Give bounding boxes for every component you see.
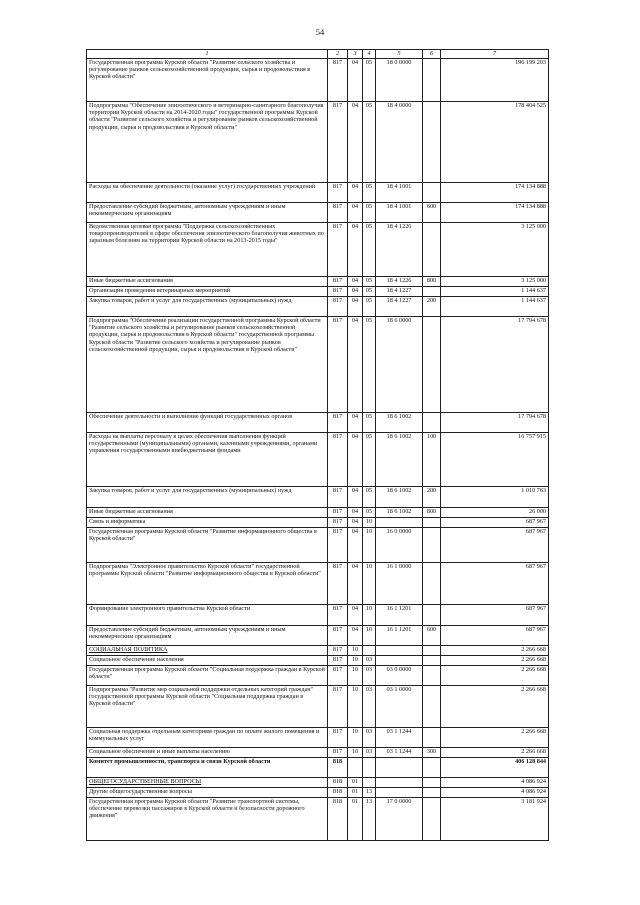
table-row	[87, 646, 549, 656]
row-expense-type-cell	[423, 413, 441, 433]
row-name-cell: Расходы на обеспечение деятельности (оказание услуг) государственных учреждений	[87, 183, 328, 203]
table-row	[87, 728, 549, 748]
row-subsection-code-cell: 05	[363, 223, 376, 277]
row-admin-code-cell: 818	[328, 758, 348, 778]
row-amount-cell: 687 967	[441, 626, 549, 646]
row-section-code-cell	[348, 758, 363, 778]
header-col-6: 6	[423, 50, 441, 59]
row-admin-code-cell: 817	[328, 748, 348, 758]
row-target-article-cell: 18 6 1002	[376, 413, 423, 433]
table-row	[87, 788, 549, 798]
row-name-cell: Государственная программа Курской области "Социальная поддержка граждан в Курской области"	[87, 666, 328, 686]
row-subsection-code-cell	[363, 646, 376, 656]
row-section-code-cell: 04	[348, 518, 363, 528]
row-target-article-cell: 18 4 1001	[376, 183, 423, 203]
row-section-code-cell: 04	[348, 433, 363, 487]
row-amount-cell: 687 967	[441, 563, 549, 605]
row-subsection-code-cell	[363, 778, 376, 788]
row-amount-cell: 1 144 637	[441, 287, 549, 297]
row-name-cell: Предоставление субсидий бюджетным, автономным учреждениям и иным некоммерческим организациям	[87, 203, 328, 223]
table-row	[87, 508, 549, 518]
row-subsection-code-cell: 05	[363, 413, 376, 433]
row-name-cell: Подпрограмма "Развитие мер социальной поддержки отдельных категорий граждан" государственной программы Курской области "Социальная поддержка граждан в Курской области"	[87, 686, 328, 728]
row-target-article-cell: 03 1 1244	[376, 748, 423, 758]
row-name-cell: Другие общегосударственные вопросы	[87, 788, 328, 798]
row-amount-cell: 174 134 888	[441, 183, 549, 203]
table-row	[87, 433, 549, 487]
row-expense-type-cell	[423, 758, 441, 778]
row-expense-type-cell	[423, 778, 441, 788]
row-amount-cell: 3 181 924	[441, 798, 549, 841]
row-expense-type-cell	[423, 317, 441, 413]
row-admin-code-cell: 818	[328, 788, 348, 798]
row-admin-code-cell: 817	[328, 223, 348, 277]
row-name-cell: Расходы на выплаты персоналу в целях обеспечения выполнения функций государственными (муниципальными) органами, казенными учреждениями, органами управления государственными внебюджетными фондами	[87, 433, 328, 487]
table-row	[87, 287, 549, 297]
row-target-article-cell: 18 0 0000	[376, 59, 423, 102]
row-name-cell: СОЦИАЛЬНАЯ ПОЛИТИКА	[87, 646, 328, 656]
row-section-code-cell: 04	[348, 203, 363, 223]
row-amount-cell: 196 199 203	[441, 59, 549, 102]
row-name-cell: Государственная программа Курской области "Развитие информационного общества в Курской области"	[87, 528, 328, 563]
row-name-cell: Подпрограмма "Обеспечение эпизоотического и ветеринарно-санитарного благополучия территории Курской области на 2014-2020 годы" государственной программы Курской области "Развитие сельского хозяйства и регулирование рынков сельскохозяйственной продукции, сырья и продовольствия в Курской области"	[87, 102, 328, 183]
header-col-1: 1	[87, 50, 328, 59]
row-amount-cell: 2 266 668	[441, 686, 549, 728]
row-admin-code-cell: 817	[328, 605, 348, 626]
row-target-article-cell: 16 0 0000	[376, 528, 423, 563]
row-name-cell: Подпрограмма "Обеспечение реализации государственной программы Курской области "Развитие сельского хозяйства и регулирование рынков сельскохозяйственной продукции, сырья и продовольствия в Курской области" государственной программы Курской области "Развитие сельского хозяйства и регулирование рынков сельскохозяйственной продукции, сырья и продовольствия в Курской области"	[87, 317, 328, 413]
row-section-code-cell: 04	[348, 626, 363, 646]
row-name-cell: ОБЩЕГОСУДАРСТВЕННЫЕ ВОПРОСЫ	[87, 778, 328, 788]
row-target-article-cell	[376, 518, 423, 528]
row-section-code-cell: 04	[348, 102, 363, 183]
row-subsection-code-cell: 03	[363, 728, 376, 748]
row-amount-cell: 687 967	[441, 528, 549, 563]
row-expense-type-cell	[423, 728, 441, 748]
row-subsection-code-cell: 13	[363, 798, 376, 841]
row-target-article-cell: 18 6 1002	[376, 487, 423, 508]
row-section-code-cell: 01	[348, 778, 363, 788]
table-row	[87, 798, 549, 841]
row-target-article-cell	[376, 646, 423, 656]
row-target-article-cell: 16 1 1201	[376, 605, 423, 626]
row-amount-cell: 16 757 915	[441, 433, 549, 487]
row-expense-type-cell	[423, 563, 441, 605]
row-section-code-cell: 10	[348, 646, 363, 656]
row-target-article-cell: 18 4 1226	[376, 223, 423, 277]
row-expense-type-cell	[423, 518, 441, 528]
header-col-5: 5	[376, 50, 423, 59]
row-section-code-cell: 04	[348, 223, 363, 277]
row-target-article-cell: 18 6 1002	[376, 433, 423, 487]
row-admin-code-cell: 817	[328, 102, 348, 183]
row-admin-code-cell: 817	[328, 508, 348, 518]
row-admin-code-cell: 817	[328, 413, 348, 433]
table-row	[87, 102, 549, 183]
row-subsection-code-cell: 05	[363, 487, 376, 508]
row-amount-cell: 3 125 000	[441, 223, 549, 277]
row-name-cell: Закупка товаров, работ и услуг для государственных (муниципальных) нужд	[87, 487, 328, 508]
row-section-code-cell: 04	[348, 563, 363, 605]
row-amount-cell: 17 794 678	[441, 413, 549, 433]
row-subsection-code-cell: 05	[363, 287, 376, 297]
row-expense-type-cell: 600	[423, 203, 441, 223]
row-expense-type-cell	[423, 605, 441, 626]
row-amount-cell: 1 144 637	[441, 297, 549, 317]
row-amount-cell: 178 404 525	[441, 102, 549, 183]
row-subsection-code-cell: 03	[363, 666, 376, 686]
row-section-code-cell: 04	[348, 605, 363, 626]
row-expense-type-cell: 600	[423, 626, 441, 646]
row-target-article-cell: 18 4 1001	[376, 203, 423, 223]
row-name-cell: Социальное обеспечение населения	[87, 656, 328, 666]
row-amount-cell: 687 967	[441, 518, 549, 528]
row-section-code-cell: 01	[348, 798, 363, 841]
row-expense-type-cell	[423, 686, 441, 728]
row-target-article-cell	[376, 788, 423, 798]
row-amount-cell: 2 266 668	[441, 646, 549, 656]
row-section-code-cell: 04	[348, 59, 363, 102]
table-row	[87, 656, 549, 666]
row-target-article-cell	[376, 758, 423, 778]
row-amount-cell: 4 086 924	[441, 788, 549, 798]
row-admin-code-cell: 817	[328, 277, 348, 287]
row-name-cell: Социальная поддержка отдельным категориям граждан по оплате жилого помещения и коммунальных услуг	[87, 728, 328, 748]
row-admin-code-cell: 817	[328, 626, 348, 646]
table-row	[87, 626, 549, 646]
row-subsection-code-cell: 05	[363, 102, 376, 183]
row-amount-cell: 174 134 888	[441, 203, 549, 223]
row-section-code-cell: 01	[348, 788, 363, 798]
row-admin-code-cell: 817	[328, 646, 348, 656]
row-name-cell: Организация проведения ветеринарных мероприятий	[87, 287, 328, 297]
row-expense-type-cell	[423, 183, 441, 203]
row-subsection-code-cell: 03	[363, 656, 376, 666]
row-section-code-cell: 04	[348, 287, 363, 297]
table-row	[87, 778, 549, 788]
table-row	[87, 317, 549, 413]
table-row	[87, 686, 549, 728]
row-subsection-code-cell: 10	[363, 518, 376, 528]
row-section-code-cell: 10	[348, 748, 363, 758]
row-amount-cell: 687 967	[441, 605, 549, 626]
row-section-code-cell: 10	[348, 728, 363, 748]
row-subsection-code-cell: 05	[363, 297, 376, 317]
row-expense-type-cell	[423, 287, 441, 297]
row-expense-type-cell: 200	[423, 297, 441, 317]
row-target-article-cell: 03 1 1244	[376, 728, 423, 748]
row-section-code-cell: 04	[348, 183, 363, 203]
row-admin-code-cell: 817	[328, 183, 348, 203]
row-subsection-code-cell: 10	[363, 626, 376, 646]
row-name-cell: Подпрограмма "Электронное правительство Курской области" государственной программы Курской области "Развитие информационного общества в Курской области"	[87, 563, 328, 605]
row-target-article-cell	[376, 778, 423, 788]
row-name-cell: Иные бюджетные ассигнования	[87, 277, 328, 287]
row-target-article-cell: 18 4 0000	[376, 102, 423, 183]
row-amount-cell: 3 125 000	[441, 277, 549, 287]
row-expense-type-cell	[423, 646, 441, 656]
row-section-code-cell: 04	[348, 528, 363, 563]
table-row	[87, 563, 549, 605]
row-name-cell: Ведомственная целевая программа "Поддержка сельскохозяйственных товаропроизводителей в сфере обеспечения эпизоотического благополучия животных по заразным болезням на территории Курской области на 2013-2015 годы"	[87, 223, 328, 277]
row-subsection-code-cell: 13	[363, 788, 376, 798]
row-name-cell: Социальное обеспечение и иные выплаты населению	[87, 748, 328, 758]
row-amount-cell: 17 794 678	[441, 317, 549, 413]
row-admin-code-cell: 818	[328, 798, 348, 841]
row-admin-code-cell: 817	[328, 563, 348, 605]
row-expense-type-cell: 800	[423, 508, 441, 518]
row-section-code-cell: 04	[348, 487, 363, 508]
budget-table	[86, 49, 549, 841]
row-expense-type-cell	[423, 798, 441, 841]
row-admin-code-cell: 817	[328, 297, 348, 317]
row-admin-code-cell: 817	[328, 528, 348, 563]
table-row	[87, 487, 549, 508]
row-admin-code-cell: 817	[328, 433, 348, 487]
row-admin-code-cell: 817	[328, 287, 348, 297]
header-col-7: 7	[441, 50, 549, 59]
header-col-4: 4	[363, 50, 376, 59]
row-section-code-cell: 04	[348, 277, 363, 287]
row-section-code-cell: 04	[348, 508, 363, 518]
budget-table-body	[87, 59, 549, 841]
row-expense-type-cell: 100	[423, 433, 441, 487]
row-subsection-code-cell: 05	[363, 508, 376, 518]
row-subsection-code-cell: 03	[363, 748, 376, 758]
row-admin-code-cell: 817	[328, 656, 348, 666]
row-section-code-cell: 10	[348, 666, 363, 686]
row-section-code-cell: 04	[348, 413, 363, 433]
row-name-cell: Комитет промышленности, транспорта и связи Курской области	[87, 758, 328, 778]
row-target-article-cell: 18 6 0000	[376, 317, 423, 413]
table-row	[87, 277, 549, 287]
row-amount-cell: 1 010 763	[441, 487, 549, 508]
page-number: 54	[315, 27, 325, 37]
table-row	[87, 223, 549, 277]
table-row	[87, 59, 549, 102]
table-row	[87, 758, 549, 778]
row-admin-code-cell: 817	[328, 487, 348, 508]
row-admin-code-cell: 817	[328, 59, 348, 102]
table-header-row	[87, 50, 549, 59]
row-expense-type-cell	[423, 788, 441, 798]
row-admin-code-cell: 817	[328, 203, 348, 223]
row-admin-code-cell: 817	[328, 666, 348, 686]
row-subsection-code-cell: 10	[363, 605, 376, 626]
row-expense-type-cell	[423, 223, 441, 277]
row-section-code-cell: 04	[348, 297, 363, 317]
row-target-article-cell: 18 4 1227	[376, 297, 423, 317]
table-row	[87, 203, 549, 223]
row-amount-cell: 2 266 668	[441, 728, 549, 748]
row-amount-cell: 26 000	[441, 508, 549, 518]
row-subsection-code-cell: 05	[363, 277, 376, 287]
row-subsection-code-cell: 05	[363, 59, 376, 102]
row-target-article-cell: 16 1 0000	[376, 563, 423, 605]
table-row	[87, 518, 549, 528]
row-expense-type-cell	[423, 666, 441, 686]
row-admin-code-cell: 817	[328, 686, 348, 728]
row-expense-type-cell	[423, 59, 441, 102]
row-admin-code-cell: 817	[328, 518, 348, 528]
table-row	[87, 528, 549, 563]
row-target-article-cell: 18 6 1002	[376, 508, 423, 518]
row-subsection-code-cell: 05	[363, 203, 376, 223]
row-section-code-cell: 10	[348, 656, 363, 666]
row-subsection-code-cell: 05	[363, 317, 376, 413]
row-expense-type-cell	[423, 656, 441, 666]
table-row	[87, 748, 549, 758]
table-row	[87, 605, 549, 626]
row-expense-type-cell	[423, 528, 441, 563]
row-subsection-code-cell: 05	[363, 433, 376, 487]
row-name-cell: Государственная программа Курской области "Развитие сельского хозяйства и регулирование рынков сельскохозяйственной продукции, сырья и продовольствия в Курской области"	[87, 59, 328, 102]
row-amount-cell: 2 266 668	[441, 748, 549, 758]
row-admin-code-cell: 818	[328, 778, 348, 788]
row-expense-type-cell: 200	[423, 487, 441, 508]
row-target-article-cell: 18 4 1227	[376, 287, 423, 297]
row-target-article-cell	[376, 656, 423, 666]
header-col-2: 2	[328, 50, 348, 59]
row-target-article-cell: 18 4 1226	[376, 277, 423, 287]
row-section-code-cell: 04	[348, 317, 363, 413]
row-amount-cell: 2 266 668	[441, 656, 549, 666]
header-col-3: 3	[348, 50, 363, 59]
row-name-cell: Предоставление субсидий бюджетным, автономным учреждениям и иным некоммерческим организациям	[87, 626, 328, 646]
row-target-article-cell: 16 1 1201	[376, 626, 423, 646]
row-subsection-code-cell: 03	[363, 686, 376, 728]
row-subsection-code-cell: 05	[363, 183, 376, 203]
row-amount-cell: 2 266 668	[441, 666, 549, 686]
row-admin-code-cell: 817	[328, 317, 348, 413]
row-name-cell: Обеспечение деятельности и выполнение функций государственных органов	[87, 413, 328, 433]
row-admin-code-cell: 817	[328, 728, 348, 748]
row-section-code-cell: 10	[348, 686, 363, 728]
row-expense-type-cell: 300	[423, 748, 441, 758]
row-subsection-code-cell: 10	[363, 528, 376, 563]
row-target-article-cell: 03 1 0000	[376, 686, 423, 728]
row-amount-cell: 4 086 924	[441, 778, 549, 788]
row-name-cell: Иные бюджетные ассигнования	[87, 508, 328, 518]
row-target-article-cell: 17 0 0000	[376, 798, 423, 841]
row-name-cell: Связь и информатика	[87, 518, 328, 528]
row-name-cell: Формирование электронного правительства Курской области	[87, 605, 328, 626]
table-row	[87, 297, 549, 317]
row-subsection-code-cell: 10	[363, 563, 376, 605]
row-subsection-code-cell	[363, 758, 376, 778]
table-row	[87, 183, 549, 203]
table-row	[87, 666, 549, 686]
row-name-cell: Государственная программа Курской области "Развитие транспортной системы, обеспечение перевозки пассажиров в Курской области и безопасности дорожного движения"	[87, 798, 328, 841]
row-name-cell: Закупка товаров, работ и услуг для государственных (муниципальных) нужд	[87, 297, 328, 317]
row-expense-type-cell	[423, 102, 441, 183]
row-target-article-cell: 03 0 0000	[376, 666, 423, 686]
row-expense-type-cell: 800	[423, 277, 441, 287]
row-amount-cell: 406 128 844	[441, 758, 549, 778]
table-row	[87, 413, 549, 433]
